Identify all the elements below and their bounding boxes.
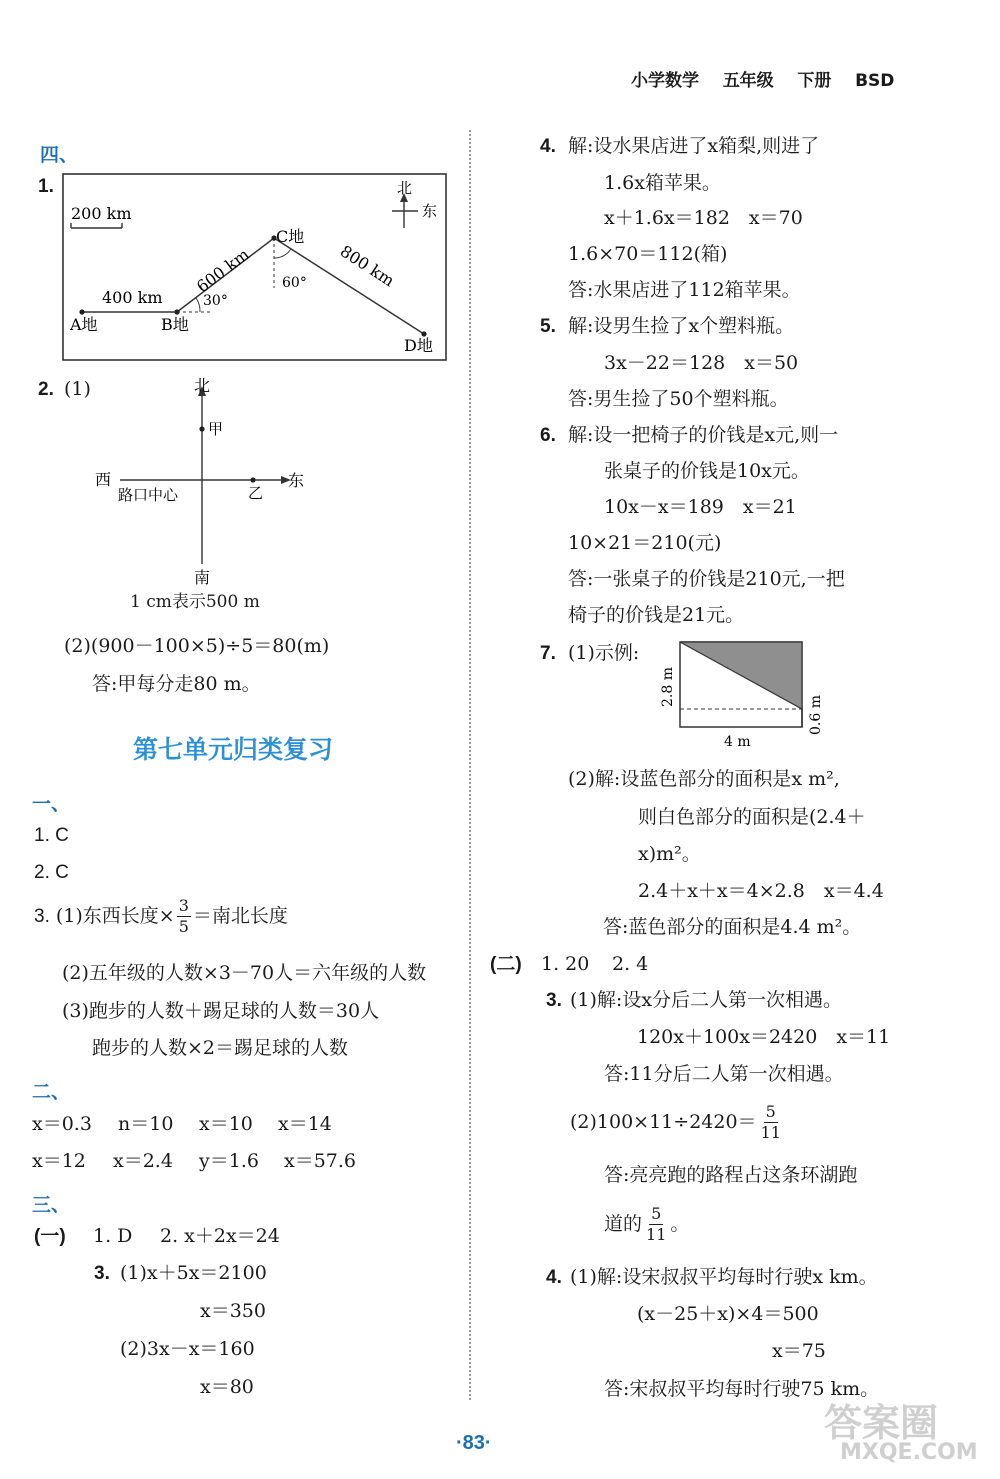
- q7-part2-line5: 答:蓝色部分的面积是4.4 m²。: [603, 916, 862, 938]
- part2-q1: 1. 20: [541, 953, 590, 975]
- q7-rectangle-figure: [652, 635, 842, 755]
- point-a: [79, 309, 84, 314]
- s3-q2: 2. x＋2x＝24: [160, 1225, 280, 1247]
- q5-line1: 解:设男生捡了x个塑料瓶。: [568, 315, 795, 337]
- q6-line6: 椅子的价钱是21元。: [568, 604, 745, 626]
- column-divider: [469, 130, 471, 1400]
- point-jia: [199, 426, 204, 431]
- label-d-cd: 800 km: [336, 241, 398, 291]
- s2-title: 二、: [32, 1081, 71, 1103]
- label-yi: 乙: [248, 484, 264, 502]
- p2-q3-fraction-2: [644, 1206, 668, 1243]
- p2-q4-line1: (1)解:设宋叔叔平均每时行驶x km。: [570, 1266, 878, 1288]
- p2-q3-frac-den: 11: [760, 1123, 781, 1142]
- label-east: 东: [288, 471, 305, 490]
- label-north: 北: [194, 376, 211, 395]
- s1-q3-frac-den: 5: [178, 917, 189, 936]
- header: [631, 66, 894, 91]
- q7-number: 7.: [540, 643, 556, 664]
- crossroad-diagram: [90, 376, 315, 586]
- s2-row2-d: x＝57.6: [284, 1150, 357, 1172]
- header-grade: 五年级: [722, 71, 774, 91]
- p2-q3-part2: [570, 1104, 785, 1141]
- label-small-height: 0.6 m: [808, 695, 824, 735]
- label-d: D地: [404, 336, 433, 355]
- q6-line2: 张桌子的价钱是10x元。: [604, 460, 810, 482]
- q6-line3: 10x－x＝189 x＝21: [604, 496, 797, 518]
- header-edition: BSD: [855, 71, 895, 91]
- compass-east: 东: [422, 202, 438, 220]
- q7-part2-line2: 则白色部分的面积是(2.4＋: [638, 806, 866, 828]
- label-south: 南: [194, 568, 211, 586]
- label-b: B地: [161, 315, 189, 334]
- p2-q3-line6: 道的: [604, 1213, 643, 1235]
- s3-q3-2: (2)3x－x＝160: [120, 1338, 255, 1360]
- s3-q3-2-result: x＝80: [200, 1376, 254, 1398]
- s2-row2-c: y＝1.6: [199, 1150, 259, 1172]
- point-yi: [250, 477, 255, 482]
- watermark-logo: 答案圈: [824, 1401, 939, 1445]
- s1-q3-line1: [34, 898, 288, 935]
- p2-q3-line1: (1)解:设x分后二人第一次相遇。: [570, 989, 843, 1011]
- watermark-url: MXQE.COM: [840, 1440, 978, 1465]
- q4-line4: 1.6×70＝112(箱): [568, 243, 728, 265]
- q7-part2-line1: (2)解:设蓝色部分的面积是x m²,: [568, 768, 840, 790]
- label-c: C地: [276, 227, 305, 246]
- p2-q3-line5: 答:亮亮跑的路程占这条环湖跑: [604, 1164, 858, 1186]
- scale-label: 200 km: [71, 204, 132, 223]
- map-frame: [63, 174, 446, 360]
- header-subject: 小学数学: [631, 71, 699, 91]
- label-width: 4 m: [724, 734, 751, 750]
- p2-q4-line4: 答:宋叔叔平均每时行驶75 km。: [604, 1378, 880, 1400]
- s3-q3-number: 3.: [94, 1263, 110, 1284]
- label-angle-60: 60°: [282, 275, 307, 291]
- label-jia: 甲: [208, 420, 224, 438]
- q7-part2-line4: 2.4＋x＋x＝4×2.8 x＝4.4: [638, 880, 884, 902]
- s1-q3-line4: 跑步的人数×2＝踢足球的人数: [92, 1037, 349, 1059]
- s3-q1: 1. D: [93, 1225, 133, 1247]
- p2-q4-line3: x＝75: [772, 1340, 826, 1362]
- q4-line2: 1.6x箱苹果。: [604, 172, 721, 194]
- s2-row1-a: x＝0.3: [32, 1113, 92, 1135]
- label-center: 路口中心: [118, 486, 179, 504]
- p2-q3-line6-wrap: [604, 1206, 689, 1243]
- s3-part1: (一): [34, 1226, 66, 1247]
- s1-title: 一、: [32, 793, 71, 815]
- p2-q3-frac-num: 5: [765, 1102, 776, 1121]
- part2-q2: 2. 4: [612, 953, 649, 975]
- p2-q3-line2: 120x＋100x＝2420 x＝11: [637, 1026, 891, 1048]
- map2-scale: 1 cm表示500 m: [130, 592, 260, 612]
- s2-row1-b: n＝10: [118, 1113, 174, 1135]
- s2-row1-c: x＝10: [199, 1113, 253, 1135]
- s2-row2-a: x＝12: [32, 1150, 86, 1172]
- p2-q3-frac2-num: 5: [651, 1204, 662, 1223]
- q1-number: 1.: [38, 176, 54, 197]
- q4-line3: x＋1.6x＝182 x＝70: [604, 207, 803, 229]
- s2-row1-d: x＝14: [278, 1113, 332, 1135]
- q7-part2-line3: x)m²。: [638, 843, 701, 865]
- q2-number: 2.: [38, 379, 54, 400]
- p2-q4-line2: (x－25＋x)×4＝500: [637, 1303, 819, 1325]
- q5-line2: 3x－22＝128 x＝50: [604, 352, 799, 374]
- s1-q3-line3: (3)跑步的人数＋踢足球的人数＝30人: [62, 1000, 380, 1022]
- compass-north: 北: [397, 179, 413, 197]
- q4-line5: 答:水果店进了112箱苹果。: [568, 279, 801, 301]
- s1-q3-line2: (2)五年级的人数×3－70人＝六年级的人数: [62, 962, 427, 984]
- label-west: 西: [95, 470, 112, 489]
- q5-line3: 答:男生捡了50个塑料瓶。: [568, 388, 789, 410]
- q6-number: 6.: [540, 425, 556, 446]
- map-route-diagram: [62, 173, 447, 361]
- s3-title: 三、: [32, 1194, 71, 1216]
- q6-line4: 10×21＝210(元): [568, 532, 722, 554]
- chapter-title: 第七单元归类复习: [133, 735, 334, 764]
- label-d-ab: 400 km: [102, 288, 163, 307]
- p2-q4-number: 4.: [546, 1267, 562, 1288]
- s1-q3-number: 3.: [34, 906, 50, 927]
- point-b: [174, 309, 179, 314]
- label-a: A地: [70, 315, 98, 334]
- q4-line1: 解:设水果店进了x箱梨,则进了: [568, 135, 820, 157]
- q2-answer: 答:甲每分走80 m。: [92, 673, 261, 695]
- q4-number: 4.: [540, 136, 556, 157]
- q6-line5: 答:一张桌子的价钱是210元,一把: [568, 568, 845, 590]
- s1-q3-frac-num: 3: [178, 896, 189, 915]
- s1-q2: 2. C: [34, 862, 69, 883]
- label-d-bc: 600 km: [193, 244, 253, 297]
- part2-head: (二): [490, 954, 522, 975]
- q2-part1: (1): [64, 378, 91, 400]
- p2-q3-line4: (2)100×11÷2420＝: [570, 1111, 757, 1133]
- s2-row2-b: x＝2.4: [113, 1150, 173, 1172]
- s3-q3-1-result: x＝350: [200, 1300, 266, 1322]
- section-4-title: 四、: [40, 144, 79, 166]
- p2-q3-line6-end: 。: [670, 1213, 690, 1235]
- p2-q3-number: 3.: [546, 990, 562, 1011]
- p2-q3-frac2-den: 11: [646, 1225, 667, 1244]
- q2-part2: (2)(900－100×5)÷5＝80(m): [64, 635, 330, 657]
- label-angle-30: 30°: [203, 293, 228, 309]
- s1-q3-fraction: [177, 898, 191, 935]
- p2-q3-line3: 答:11分后二人第一次相遇。: [604, 1063, 844, 1085]
- s1-q1: 1. C: [34, 825, 69, 846]
- label-height: 2.8 m: [660, 667, 676, 707]
- header-volume: 下册: [797, 71, 832, 91]
- q7-part1: (1)示例:: [568, 642, 640, 664]
- q5-number: 5.: [540, 316, 556, 337]
- p2-q3-fraction: [759, 1104, 783, 1141]
- s3-q3-1: (1)x＋5x＝2100: [120, 1262, 267, 1284]
- s1-q3-text-b: ＝南北长度: [192, 905, 288, 927]
- q6-line1: 解:设一把椅子的价钱是x元,则一: [568, 424, 839, 446]
- s1-q3-text-a: (1)东西长度×: [55, 905, 175, 927]
- page-number: ·83·: [456, 1432, 492, 1454]
